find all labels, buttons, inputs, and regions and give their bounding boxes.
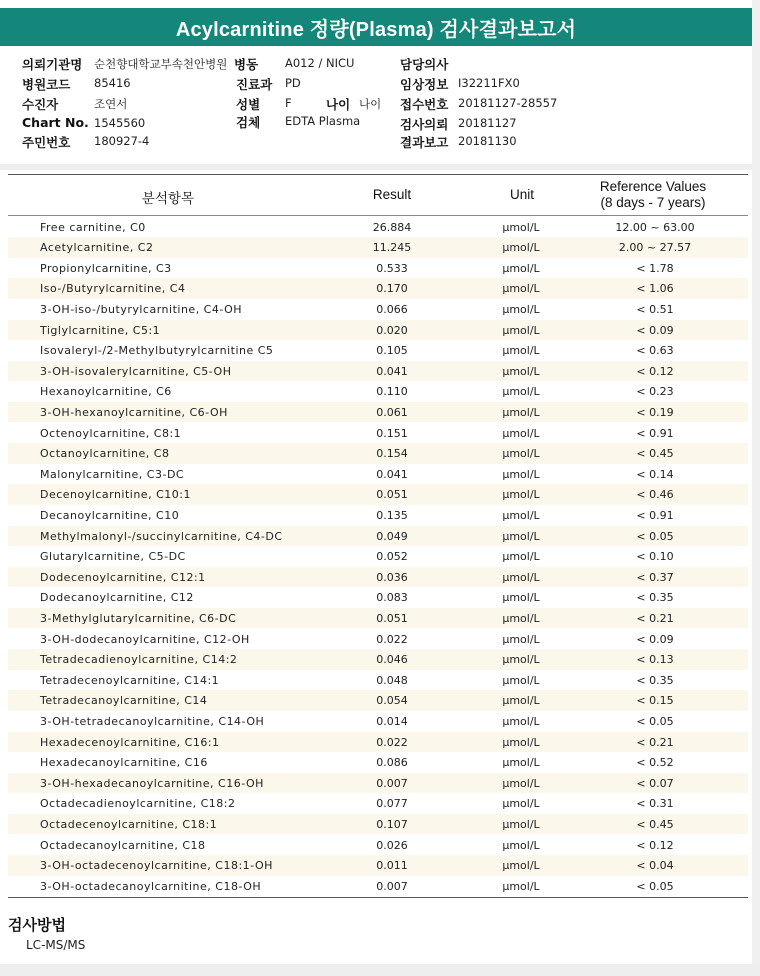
reference-value: < 0.91	[636, 426, 674, 440]
reference-value: < 0.12	[636, 838, 674, 852]
unit-value: μmol/L	[502, 859, 540, 873]
result-value: 0.052	[376, 550, 408, 564]
report-date-label: 결과보고	[400, 135, 449, 150]
analyte-name: Malonylcarnitine, C3-DC	[40, 467, 185, 481]
analyte-name: 3-OH-hexadecanoylcarnitine, C16-OH	[40, 776, 264, 790]
reference-value: < 0.52	[636, 756, 674, 770]
unit-value: μmol/L	[502, 611, 540, 625]
ward-value: A012 / NICU	[285, 56, 355, 70]
table-row	[8, 835, 748, 856]
reference-value: < 0.31	[636, 797, 674, 811]
unit-value: μmol/L	[502, 467, 540, 481]
table-row	[8, 814, 748, 835]
unit-value: μmol/L	[502, 385, 540, 399]
unit-value: μmol/L	[502, 714, 540, 728]
analyte-name: Dodecenoylcarnitine, C12:1	[40, 570, 206, 584]
table-row	[8, 320, 748, 341]
analyte-name: Octanoylcarnitine, C8	[40, 447, 170, 461]
result-value: 0.086	[376, 756, 408, 770]
reference-value: < 0.13	[636, 653, 674, 667]
result-value: 0.105	[376, 344, 408, 358]
age-value: 나이	[359, 97, 382, 111]
table-row	[8, 629, 748, 650]
unit-value: μmol/L	[502, 323, 540, 337]
analyte-name: Iso-/Butyrylcarnitine, C4	[40, 282, 186, 296]
table-row	[8, 443, 748, 464]
patient-label: 수진자	[22, 97, 59, 112]
unit-value: μmol/L	[502, 220, 540, 234]
table-row	[8, 876, 748, 897]
table-row	[8, 258, 748, 279]
table-row	[8, 649, 748, 670]
analyte-name: Hexadecenoylcarnitine, C16:1	[40, 735, 220, 749]
result-value: 0.154	[376, 447, 408, 461]
table-row	[8, 608, 748, 629]
result-value: 0.046	[376, 653, 408, 667]
analyte-name: Hexadecanoylcarnitine, C16	[40, 756, 208, 770]
unit-value: μmol/L	[502, 302, 540, 316]
window-edge	[752, 0, 760, 976]
reference-value: < 1.06	[636, 282, 674, 296]
header-ref-line2: (8 days - 7 years)	[600, 195, 706, 210]
table-row	[8, 361, 748, 382]
unit-value: μmol/L	[502, 591, 540, 605]
result-value: 26.884	[372, 220, 412, 234]
analyte-name: Decanoylcarnitine, C10	[40, 508, 180, 522]
reference-value: 12.00 ~ 63.00	[615, 220, 695, 234]
analyte-name: Tetradecadienoylcarnitine, C14:2	[40, 653, 238, 667]
table-row	[8, 752, 748, 773]
reference-value: < 1.78	[636, 261, 674, 275]
method-value: LC-MS/MS	[26, 938, 86, 952]
report-date-value: 20181130	[458, 134, 517, 148]
analyte-name: Octadecadienoylcarnitine, C18:2	[40, 797, 236, 811]
unit-value: μmol/L	[502, 261, 540, 275]
table-row	[8, 567, 748, 588]
result-value: 0.151	[376, 426, 408, 440]
analyte-name: 3-OH-isovalerylcarnitine, C5-OH	[40, 364, 232, 378]
chart-label: Chart No.	[22, 115, 89, 130]
reference-value: < 0.45	[636, 447, 674, 461]
reference-value: < 0.09	[636, 323, 674, 337]
request-label: 검사의뢰	[400, 117, 449, 132]
hospital-label: 의뢰기관명	[22, 57, 83, 72]
report-title: Acylcarnitine 정량(Plasma) 검사결과보고서	[0, 8, 752, 46]
unit-value: μmol/L	[502, 405, 540, 419]
table-row	[8, 526, 748, 547]
reference-value: < 0.46	[636, 488, 674, 502]
table-row	[8, 546, 748, 567]
header-result: Result	[372, 187, 412, 202]
result-value: 0.049	[376, 529, 408, 543]
result-value: 0.054	[376, 694, 408, 708]
unit-value: μmol/L	[502, 632, 540, 646]
result-value: 0.022	[376, 632, 408, 646]
dept-label: 진료과	[236, 77, 273, 92]
dept-value: PD	[285, 76, 301, 90]
analyte-name: Propionylcarnitine, C3	[40, 261, 172, 275]
section-separator	[0, 164, 752, 170]
unit-value: μmol/L	[502, 344, 540, 358]
patient-value: 조연서	[94, 97, 128, 111]
result-value: 0.107	[376, 817, 408, 831]
unit-value: μmol/L	[502, 653, 540, 667]
result-value: 0.020	[376, 323, 408, 337]
unit-value: μmol/L	[502, 570, 540, 584]
reference-value: < 0.15	[636, 694, 674, 708]
table-row	[8, 711, 748, 732]
analyte-name: Tetradecenoylcarnitine, C14:1	[40, 673, 220, 687]
reference-value: < 0.23	[636, 385, 674, 399]
table-row	[8, 484, 748, 505]
result-value: 0.135	[376, 508, 408, 522]
analyte-name: Isovaleryl-/2-Methylbutyrylcarnitine C5	[40, 344, 274, 358]
analyte-name: Tiglylcarnitine, C5:1	[40, 323, 161, 337]
analyte-name: Dodecanoylcarnitine, C12	[40, 591, 194, 605]
unit-value: μmol/L	[502, 756, 540, 770]
result-value: 0.048	[376, 673, 408, 687]
reference-value: < 0.07	[636, 776, 674, 790]
result-value: 0.026	[376, 838, 408, 852]
reference-value: < 0.10	[636, 550, 674, 564]
table-row	[8, 587, 748, 608]
unit-value: μmol/L	[502, 838, 540, 852]
reference-value: < 0.91	[636, 508, 674, 522]
id-value: 180927-4	[94, 134, 150, 148]
result-value: 0.533	[376, 261, 408, 275]
clinical-value: I32211FX0	[458, 76, 520, 90]
table-row	[8, 299, 748, 320]
table-row	[8, 278, 748, 299]
reference-value: < 0.05	[636, 879, 674, 893]
table-row	[8, 773, 748, 794]
analyte-name: Decenoylcarnitine, C10:1	[40, 488, 191, 502]
result-value: 0.077	[376, 797, 408, 811]
reference-value: < 0.35	[636, 591, 674, 605]
result-value: 0.007	[376, 776, 408, 790]
table-bottom-rule	[8, 897, 748, 898]
doctor-label: 담당의사	[400, 57, 449, 72]
reference-value: < 0.63	[636, 344, 674, 358]
result-value: 0.007	[376, 879, 408, 893]
analyte-name: 3-OH-iso-/butyrylcarnitine, C4-OH	[40, 302, 243, 316]
code-value: 85416	[94, 76, 131, 90]
unit-value: μmol/L	[502, 694, 540, 708]
unit-value: μmol/L	[502, 426, 540, 440]
analyte-name: Glutarylcarnitine, C5-DC	[40, 550, 186, 564]
table-row	[8, 381, 748, 402]
specimen-value: EDTA Plasma	[285, 114, 361, 128]
reference-value: < 0.05	[636, 714, 674, 728]
result-value: 0.083	[376, 591, 408, 605]
header-ref-line1: Reference Values	[599, 179, 707, 194]
reference-value: < 0.35	[636, 673, 674, 687]
analyte-name: Methylmalonyl-/succinylcarnitine, C4-DC	[40, 529, 283, 543]
sex-value: F	[285, 96, 292, 110]
unit-value: μmol/L	[502, 364, 540, 378]
clinical-label: 임상정보	[400, 77, 449, 92]
analyte-name: Octadecanoylcarnitine, C18	[40, 838, 206, 852]
receipt-label: 접수번호	[400, 97, 449, 112]
unit-value: μmol/L	[502, 282, 540, 296]
unit-value: μmol/L	[502, 817, 540, 831]
header-unit: Unit	[509, 187, 534, 202]
receipt-value: 20181127-28557	[458, 96, 558, 110]
result-value: 11.245	[372, 241, 412, 255]
reference-value: < 0.14	[636, 467, 674, 481]
ward-label: 병동	[234, 57, 259, 72]
unit-value: μmol/L	[502, 550, 540, 564]
analyte-name: 3-OH-octadecenoylcarnitine, C18:1-OH	[40, 859, 273, 873]
reference-value: < 0.21	[636, 735, 674, 749]
unit-value: μmol/L	[502, 797, 540, 811]
hospital-value: 순천향대학교부속천안병원	[94, 57, 228, 71]
table-row	[8, 423, 748, 444]
unit-value: μmol/L	[502, 776, 540, 790]
reference-value: < 0.51	[636, 302, 674, 316]
unit-value: μmol/L	[502, 447, 540, 461]
analyte-name: Free carnitine, C0	[40, 220, 146, 234]
analyte-name: Octadecenoylcarnitine, C18:1	[40, 817, 218, 831]
result-value: 0.014	[376, 714, 408, 728]
analyte-name: 3-OH-hexanoylcarnitine, C6-OH	[40, 405, 228, 419]
result-value: 0.022	[376, 735, 408, 749]
result-value: 0.051	[376, 488, 408, 502]
result-value: 0.170	[376, 282, 408, 296]
analyte-name: 3-OH-dodecanoylcarnitine, C12-OH	[40, 632, 250, 646]
table-row	[8, 340, 748, 361]
age-label: 나이	[326, 97, 351, 112]
analyte-name: Tetradecanoylcarnitine, C14	[40, 694, 208, 708]
patient-info-panel	[0, 46, 752, 164]
result-value: 0.041	[376, 467, 408, 481]
unit-value: μmol/L	[502, 508, 540, 522]
chart-value: 1545560	[94, 116, 146, 130]
result-value: 0.041	[376, 364, 408, 378]
analyte-name: 3-Methylglutarylcarnitine, C6-DC	[40, 611, 237, 625]
table-row	[8, 690, 748, 711]
id-label: 주민번호	[22, 135, 71, 150]
table-row	[8, 402, 748, 423]
result-value: 0.011	[376, 859, 408, 873]
table-row	[8, 217, 748, 238]
specimen-label: 검체	[236, 115, 261, 130]
analyte-name: 3-OH-octadecanoylcarnitine, C18-OH	[40, 879, 262, 893]
request-value: 20181127	[458, 116, 517, 130]
table-row	[8, 855, 748, 876]
unit-value: μmol/L	[502, 488, 540, 502]
table-row	[8, 505, 748, 526]
unit-value: μmol/L	[502, 673, 540, 687]
header-item: 분석항목	[141, 191, 195, 206]
method-title: 검사방법	[8, 916, 66, 934]
result-value: 0.110	[376, 385, 408, 399]
reference-value: < 0.45	[636, 817, 674, 831]
sex-label: 성별	[236, 97, 261, 112]
unit-value: μmol/L	[502, 735, 540, 749]
reference-value: < 0.12	[636, 364, 674, 378]
unit-value: μmol/L	[502, 529, 540, 543]
table-row	[8, 793, 748, 814]
reference-value: < 0.21	[636, 611, 674, 625]
result-value: 0.066	[376, 302, 408, 316]
code-label: 병원코드	[22, 77, 71, 92]
table-row	[8, 732, 748, 753]
reference-value: < 0.37	[636, 570, 674, 584]
unit-value: μmol/L	[502, 879, 540, 893]
result-value: 0.051	[376, 611, 408, 625]
reference-value: < 0.05	[636, 529, 674, 543]
analyte-name: 3-OH-tetradecanoylcarnitine, C14-OH	[40, 714, 265, 728]
reference-value: < 0.09	[636, 632, 674, 646]
result-value: 0.036	[376, 570, 408, 584]
result-value: 0.061	[376, 405, 408, 419]
table-row	[8, 670, 748, 691]
unit-value: μmol/L	[502, 241, 540, 255]
reference-value: 2.00 ~ 27.57	[618, 241, 692, 255]
analyte-name: Acetylcarnitine, C2	[40, 241, 154, 255]
analyte-name: Hexanoylcarnitine, C6	[40, 385, 172, 399]
table-row	[8, 464, 748, 485]
reference-value: < 0.04	[636, 859, 674, 873]
bottom-strip	[0, 964, 760, 976]
table-row	[8, 237, 748, 258]
analyte-name: Octenoylcarnitine, C8:1	[40, 426, 182, 440]
reference-value: < 0.19	[636, 405, 674, 419]
